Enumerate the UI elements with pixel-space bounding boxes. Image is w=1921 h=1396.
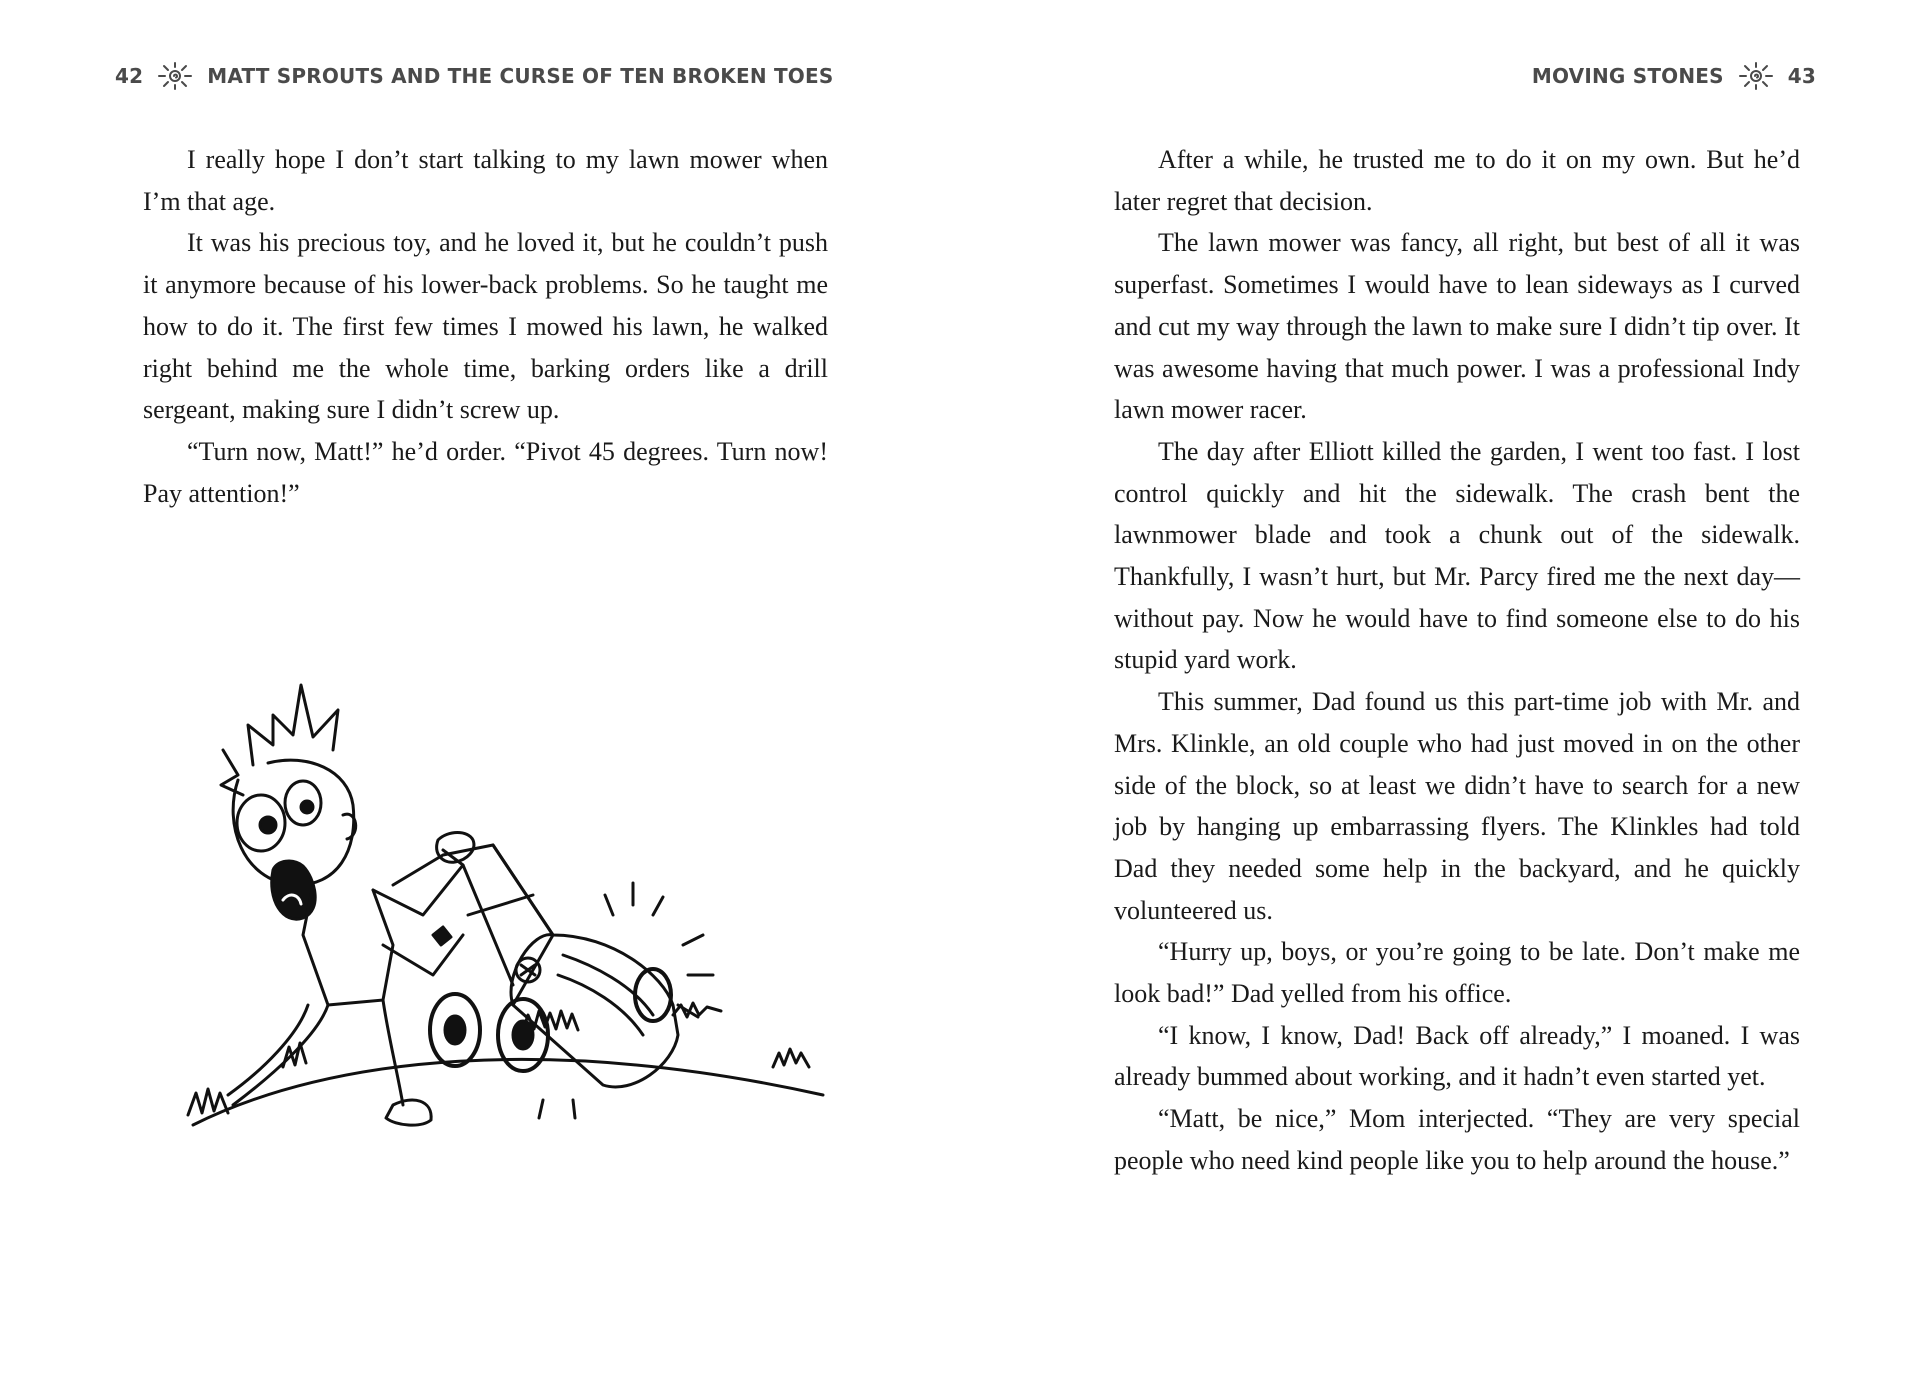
paragraph: The day after Elliott killed the garden, I went too fast. I lost control quickly and hit the sidewalk. The crash bent the lawnmower blade and took a chunk out of the sidewalk. Thankfully, I wasn’t hurt, but Mr. Parcy fired me the next day—without pay. Now he would have to find someone else to do his stupid yard work. (1114, 436, 1800, 675)
paragraph: The lawn mower was fancy, all right, but best of all it was superfast. Sometimes I would have to lean sideways as I curved and cut my way through the lawn to make sure I didn’t tip over. It was awesome having that much power. I was a professional Indy lawn mower racer. (1114, 228, 1800, 425)
right-page-number: 43 (1787, 64, 1816, 88)
right-running-head-title: MOVING STONES (1531, 64, 1724, 88)
left-running-head (115, 62, 833, 90)
left-running-head-title: MATT SPROUTS AND THE CURSE OF TEN BROKEN TOES (207, 64, 834, 88)
paragraph: “I know, I know, Dad! Back off already,” I moaned. I was already bummed about working, and it hadn’t even started yet. (1114, 1020, 1800, 1092)
left-page-number: 42 (115, 64, 144, 88)
sun-icon (1736, 62, 1776, 90)
right-page (960, 0, 1921, 1396)
paragraph: “Matt, be nice,” Mom interjected. “They are very special people who need kind people like you to help around the house.” (1114, 1104, 1800, 1175)
paragraph: I really hope I don’t start talking to my lawn mower when I’m that age. (143, 145, 828, 216)
paragraph: This summer, Dad found us this part-time job with Mr. and Mrs. Klinkle, an old couple who had just moved in on the other side of the block, so at least we didn’t have to search for a new job by hanging up embarrassing flyers. The Klinkles had told Dad they needed some help in the backyard, and he quickly volunteered us. (1114, 687, 1800, 925)
left-body-text (143, 139, 828, 514)
paragraph: “Hurry up, boys, or you’re going to be late. Don’t make me look bad!” Dad yelled from his office. (1114, 937, 1800, 1009)
left-page (0, 0, 960, 1396)
paragraph: It was his precious toy, and he loved it, but he couldn’t push it anymore because of his lower-back problems. So he taught me how to do it. The first few times I mowed his lawn, he walked right behind me the whole time, barking orders like a drill sergeant, making sure I didn’t screw up. (143, 228, 828, 425)
sun-icon (155, 62, 195, 90)
paragraph: “Turn now, Matt!” he’d order. “Pivot 45 degrees. Turn now! Pay attention!” (143, 436, 828, 508)
right-running-head (1532, 62, 1816, 90)
right-body-text (1114, 139, 1800, 1182)
boy-pushing-lawn-mower-illustration (133, 675, 833, 1150)
paragraph: After a while, he trusted me to do it on my own. But he’d later regret that decision. (1114, 145, 1800, 216)
